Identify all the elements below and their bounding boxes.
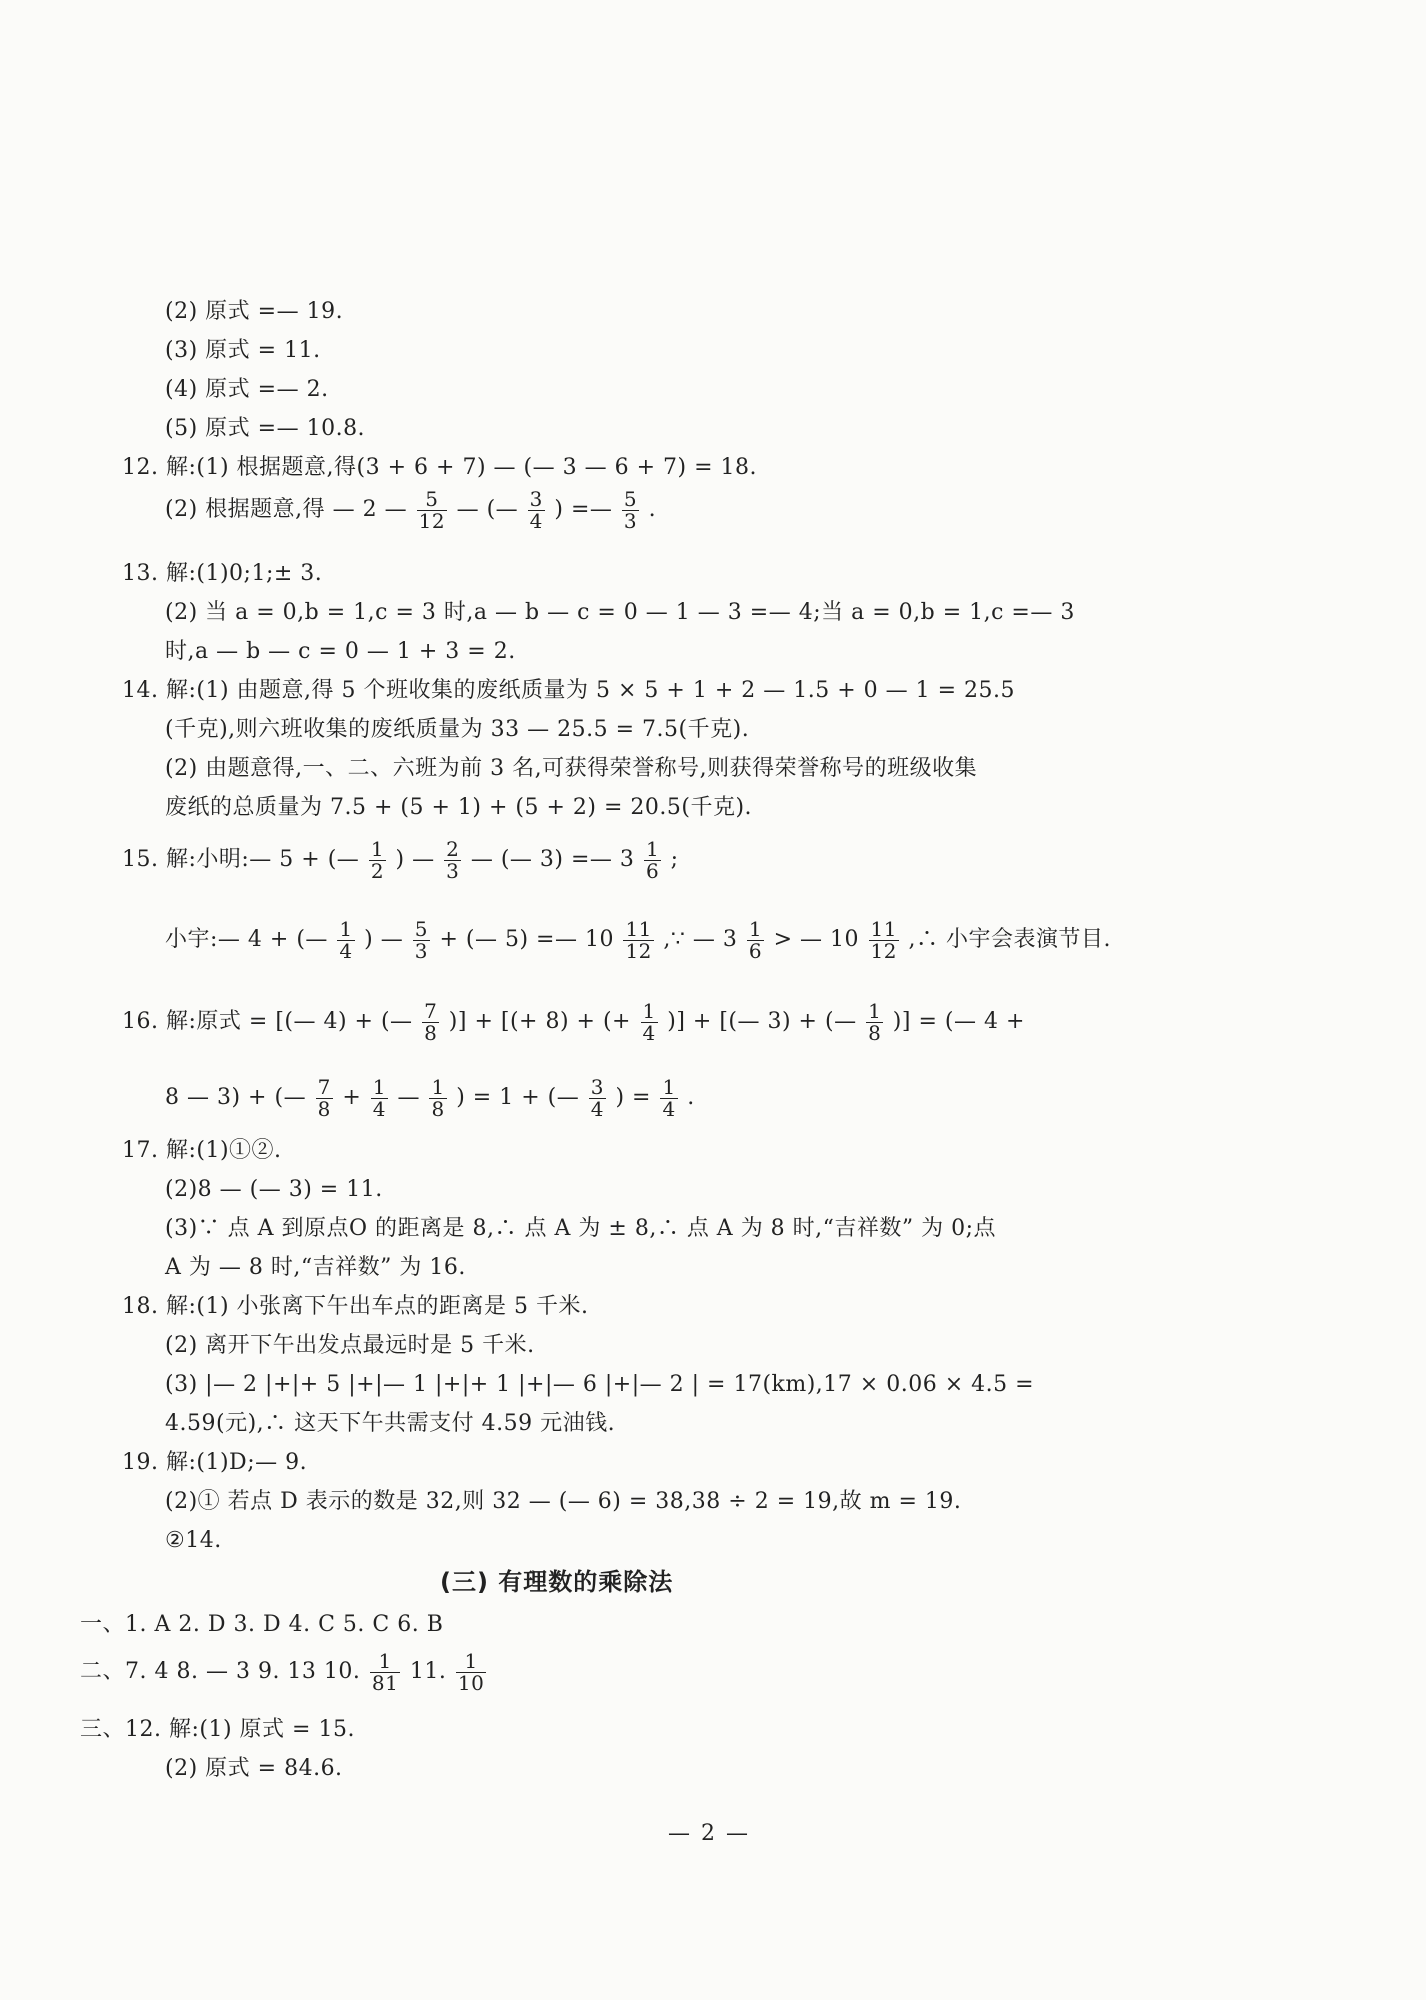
answer-line: 一、1. A 2. D 3. D 4. C 5. C 6. B [80, 1612, 444, 1637]
fraction: $\frac{1}{4}$ [642, 998, 656, 1045]
answer-line: (3) 原式 = 11. [165, 338, 321, 363]
answer-line-fraction: 8 — 3) + (— $\frac{7}{8}$ + $\frac{1}{4}$ — $\frac{1}{8}$ ) = 1 + (— $\frac{3}{4}$ ) = $\frac{1}{4}$ . [165, 1074, 695, 1121]
fraction: $\frac{2}{3}$ [446, 836, 460, 883]
fraction: $\frac{1}{4}$ [662, 1074, 676, 1121]
answer-line: (2) 离开下午出发点最远时是 5 千米. [165, 1333, 535, 1358]
answer-line: A 为 — 8 时,“吉祥数” 为 16. [165, 1255, 466, 1280]
answer-line: (2)① 若点 D 表示的数是 32,则 32 — (— 6) = 38,38 ÷ 2 = 19,故 m = 19. [165, 1489, 962, 1514]
answer-line-fraction: 16. 解:原式 = [(— 4) + (— $\frac{7}{8}$ )] + [(+ 8) + (+ $\frac{1}{4}$ )] + [(— 3) + (— $\frac{1}{8}$ )] = (— 4 + [122, 998, 1025, 1045]
fraction: $\frac{1}{6}$ [645, 836, 660, 883]
answer-line: (2) 原式 = 84.6. [165, 1756, 343, 1781]
answer-line: (2)8 — (— 3) = 11. [165, 1177, 383, 1202]
answer-line: (2) 原式 =— 19. [165, 299, 344, 324]
fraction: $\frac{1}{81}$ [371, 1648, 399, 1695]
answer-line: (3)∵ 点 A 到原点O 的距离是 8,∴ 点 A 为 ± 8,∴ 点 A 为 8 时,“吉祥数” 为 0;点 [165, 1216, 997, 1241]
answer-line-fraction: 15. 解:小明:— 5 + (— $\frac{1}{2}$ ) — $\frac{2}{3}$ — (— 3) =— 3 $\frac{1}{6}$ ; [122, 836, 679, 883]
fraction: $\frac{3}{4}$ [529, 486, 543, 533]
fraction: $\frac{7}{8}$ [317, 1074, 331, 1121]
fraction: $\frac{1}{8}$ [868, 998, 882, 1045]
fraction: $\frac{5}{3}$ [623, 486, 638, 533]
answer-line: 18. 解:(1) 小张离下午出车点的距离是 5 千米. [122, 1294, 589, 1319]
answer-line: (4) 原式 =— 2. [165, 377, 329, 402]
fraction: $\frac{11}{12}$ [625, 916, 652, 963]
answer-line: 17. 解:(1)①②. [122, 1138, 282, 1163]
answer-line: (2) 由题意得,一、二、六班为前 3 名,可获得荣誉称号,则获得荣誉称号的班级收集 [165, 756, 978, 781]
answer-line: 13. 解:(1)0;1;± 3. [122, 561, 323, 586]
fraction: $\frac{5}{3}$ [414, 916, 428, 963]
answer-line: 4.59(元),∴ 这天下午共需支付 4.59 元油钱. [165, 1411, 616, 1436]
fraction: $\frac{11}{12}$ [870, 916, 897, 963]
fraction: $\frac{1}{4}$ [372, 1074, 386, 1121]
fraction: $\frac{1}{2}$ [370, 836, 385, 883]
answer-line: (5) 原式 =— 10.8. [165, 416, 366, 441]
answer-line: 三、12. 解:(1) 原式 = 15. [80, 1717, 355, 1742]
fraction: $\frac{1}{6}$ [748, 916, 763, 963]
answer-line: (千克),则六班收集的废纸质量为 33 — 25.5 = 7.5(千克). [165, 717, 750, 742]
answer-line: (2) 当 a = 0,b = 1,c = 3 时,a — b — c = 0 — 1 — 3 =— 4;当 a = 0,b = 1,c =— 3 [165, 600, 1075, 625]
fraction: $\frac{5}{12}$ [418, 486, 446, 533]
answer-line-fraction: 二、7. 4 8. — 3 9. 13 10. $\frac{1}{81}$ 11. $\frac{1}{10}$ [80, 1648, 485, 1695]
fraction: $\frac{1}{10}$ [457, 1648, 485, 1695]
page-number: — 2 — [668, 1821, 750, 1846]
answer-line: 14. 解:(1) 由题意,得 5 个班收集的废纸质量为 5 × 5 + 1 + 2 — 1.5 + 0 — 1 = 25.5 [122, 678, 1016, 703]
section-title: (三) 有理数的乘除法 [440, 1568, 674, 1596]
answer-line: 时,a — b — c = 0 — 1 + 3 = 2. [165, 639, 516, 664]
answer-line: 废纸的总质量为 7.5 + (5 + 1) + (5 + 2) = 20.5(千克). [165, 795, 753, 820]
answer-line: (3) |— 2 |+|+ 5 |+|— 1 |+|+ 1 |+|— 6 |+|— 2 | = 17(km),17 × 0.06 × 4.5 = [165, 1372, 1035, 1397]
fraction: $\frac{7}{8}$ [424, 998, 438, 1045]
answer-line-fraction: (2) 根据题意,得 — 2 — $\frac{5}{12}$ — (— $\frac{3}{4}$ ) =— $\frac{5}{3}$ . [165, 486, 657, 533]
fraction: $\frac{3}{4}$ [590, 1074, 604, 1121]
answer-line: 19. 解:(1)D;— 9. [122, 1450, 308, 1475]
fraction: $\frac{1}{8}$ [431, 1074, 445, 1121]
fraction: $\frac{1}{4}$ [339, 916, 353, 963]
answer-line: ②14. [165, 1528, 222, 1553]
answer-line: 12. 解:(1) 根据题意,得(3 + 6 + 7) — (— 3 — 6 + 7) = 18. [122, 455, 757, 480]
answer-line-fraction: 小宇:— 4 + (— $\frac{1}{4}$ ) — $\frac{5}{3}$ + (— 5) =— 10 $\frac{11}{12}$ ,∵ — 3 $\frac{1}{6}$ > — 10 $\frac{11}{12}$ ,∴ 小宇会表演节目. [165, 916, 1111, 963]
